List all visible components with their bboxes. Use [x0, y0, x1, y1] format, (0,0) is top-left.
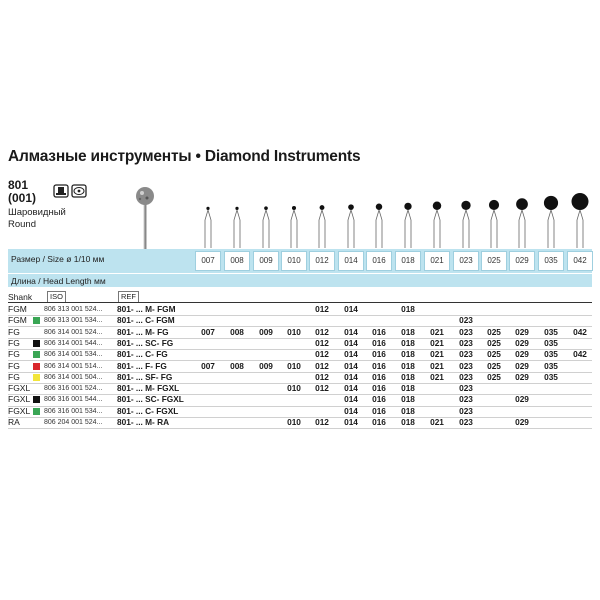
shank-cell: FGXL [8, 405, 31, 416]
size-value-cell: 021 [430, 337, 444, 348]
shank-cell: FGM [8, 304, 27, 314]
size-value-cell: 023 [459, 405, 473, 416]
page-title: Алмазные инструменты • Diamond Instruments [8, 148, 361, 165]
size-value-cell: 016 [372, 337, 386, 348]
size-value-cell: 016 [372, 349, 386, 360]
bur-icon [254, 184, 278, 248]
size-value-cell: 042 [573, 349, 587, 360]
bur-icon [510, 184, 534, 248]
product-name [8, 207, 66, 231]
speed-icon [71, 184, 87, 203]
size-value-cell: 023 [459, 371, 473, 382]
size-value-cell: 014 [344, 394, 358, 405]
size-value-cell: 012 [315, 337, 329, 348]
size-value-cell: 009 [259, 360, 273, 371]
size-value-cell: 010 [287, 383, 301, 394]
shank-cell: FG [8, 349, 20, 360]
size-value-cell: 018 [401, 405, 415, 416]
product-code-alt: (001) [8, 191, 37, 205]
bur-icon [568, 184, 592, 248]
size-value-cell: 014 [344, 304, 358, 314]
size-value-cell: 018 [401, 349, 415, 360]
size-box: 012 [309, 251, 335, 271]
article-cell: 801- ... C- FGXL [117, 405, 179, 416]
iso-header: ISO [47, 291, 66, 303]
size-value-cell: 023 [459, 326, 473, 337]
size-value-cell: 007 [201, 326, 215, 337]
size-value-cell: 023 [459, 349, 473, 360]
size-box: 009 [253, 251, 279, 271]
size-value-cell: 008 [230, 360, 244, 371]
size-box: 035 [538, 251, 564, 271]
ref-cell: 806 313 001 534... [44, 317, 103, 325]
size-box: 010 [281, 251, 307, 271]
bur-icon [425, 184, 449, 248]
shank-cell: FG [8, 337, 20, 348]
size-value-cell: 014 [344, 371, 358, 382]
size-value-cell: 012 [315, 360, 329, 371]
article-cell: 801- ... F- FG [117, 360, 167, 371]
size-value-cell: 042 [573, 326, 587, 337]
size-value-cell: 018 [401, 360, 415, 371]
ref-cell: 806 314 001 544... [44, 339, 103, 347]
article-cell: 801- ... SC- FG [117, 337, 174, 348]
size-value-cell: 012 [315, 349, 329, 360]
head-length-label: Длина / Head Length мм [11, 276, 106, 286]
size-value-cell: 025 [487, 326, 501, 337]
size-value-cell: 016 [372, 360, 386, 371]
grit-color-marker [33, 340, 40, 347]
table-row [8, 417, 592, 429]
size-value-cell: 016 [372, 383, 386, 394]
size-value-cell: 029 [515, 349, 529, 360]
ref-cell: 806 314 001 504... [44, 373, 103, 381]
ref-cell: 806 314 001 534... [44, 351, 103, 359]
size-value-cell: 014 [344, 349, 358, 360]
size-box: 016 [366, 251, 392, 271]
size-value-cell: 016 [372, 326, 386, 337]
size-value-cell: 016 [372, 371, 386, 382]
shank-cell: FG [8, 360, 20, 371]
bur-icon [310, 184, 334, 248]
shank-cell: FGXL [8, 383, 31, 394]
size-value-cell: 014 [344, 326, 358, 337]
size-value-cell: 010 [287, 360, 301, 371]
article-cell: 801- ... M- FGM [117, 304, 176, 314]
size-value-cell: 029 [515, 360, 529, 371]
size-value-cell: 018 [401, 304, 415, 314]
size-box: 021 [424, 251, 450, 271]
shank-type-icon [53, 184, 69, 203]
size-value-cell: 023 [459, 360, 473, 371]
size-value-cell: 014 [344, 337, 358, 348]
size-value-cell: 029 [515, 326, 529, 337]
size-value-cell: 035 [544, 349, 558, 360]
size-box: 008 [224, 251, 250, 271]
size-value-cell: 035 [544, 360, 558, 371]
ref-header: REF [118, 291, 139, 303]
size-value-cell: 029 [515, 371, 529, 382]
ref-cell: 806 316 001 524... [44, 385, 103, 393]
product-code-main: 801 [8, 178, 29, 192]
size-value-cell: 025 [487, 371, 501, 382]
size-value-cell: 035 [544, 371, 558, 382]
shank-cell: RA [8, 417, 20, 427]
size-value-cell: 010 [287, 326, 301, 337]
size-value-cell: 025 [487, 360, 501, 371]
ref-cell: 806 316 001 534... [44, 407, 103, 415]
size-box: 018 [395, 251, 421, 271]
grit-color-marker [33, 396, 40, 403]
size-box: 025 [481, 251, 507, 271]
size-value-cell: 016 [372, 405, 386, 416]
size-value-cell: 029 [515, 394, 529, 405]
shank-cell: FG [8, 326, 20, 337]
size-value-cell: 029 [515, 417, 529, 427]
bur-icon [454, 184, 478, 248]
size-value-cell: 018 [401, 337, 415, 348]
size-value-cell: 029 [515, 337, 529, 348]
grit-color-marker [33, 351, 40, 358]
size-value-cell: 025 [487, 349, 501, 360]
size-value-cell: 012 [315, 371, 329, 382]
product-name-ru: Шаровидный [8, 207, 66, 218]
size-box: 029 [509, 251, 535, 271]
size-value-cell: 023 [459, 315, 473, 326]
size-value-cell: 021 [430, 349, 444, 360]
shank-cell: FG [8, 371, 20, 382]
size-value-cell: 018 [401, 326, 415, 337]
size-value-cell: 016 [372, 394, 386, 405]
size-value-cell: 008 [230, 326, 244, 337]
size-value-cell: 012 [315, 417, 329, 427]
bur-icon [282, 184, 306, 248]
size-value-cell: 035 [544, 326, 558, 337]
size-value-cell: 023 [459, 417, 473, 427]
bur-icon [539, 184, 563, 248]
article-cell: 801- ... M- RA [117, 417, 170, 427]
product-name-en: Round [8, 219, 36, 230]
article-cell: 801- ... C- FG [117, 349, 168, 360]
article-cell: 801- ... SF- FG [117, 371, 173, 382]
article-cell: 801- ... C- FGM [117, 315, 175, 326]
size-value-cell: 035 [544, 337, 558, 348]
bur-icon [367, 184, 391, 248]
shank-cell: FGM [8, 315, 27, 326]
bur-icon [196, 184, 220, 248]
size-label: Размер / Size ø 1/10 мм [11, 254, 105, 264]
product-code [8, 179, 36, 205]
article-cell: 801- ... M- FGXL [117, 383, 180, 394]
size-value-cell: 007 [201, 360, 215, 371]
size-box: 042 [567, 251, 593, 271]
size-value-cell: 018 [401, 417, 415, 427]
size-value-cell: 021 [430, 417, 444, 427]
grit-color-marker [33, 408, 40, 415]
size-value-cell: 021 [430, 326, 444, 337]
size-value-cell: 012 [315, 326, 329, 337]
ref-cell: 806 314 001 514... [44, 362, 103, 370]
size-value-cell: 023 [459, 383, 473, 394]
size-value-cell: 018 [401, 394, 415, 405]
size-box: 014 [338, 251, 364, 271]
size-value-cell: 010 [287, 417, 301, 427]
bur-icon [482, 184, 506, 248]
grit-color-marker [33, 363, 40, 370]
size-value-cell: 016 [372, 417, 386, 427]
size-value-cell: 012 [315, 383, 329, 394]
grit-color-marker [33, 374, 40, 381]
header-rule [8, 302, 592, 303]
article-cell: 801- ... M- FG [117, 326, 169, 337]
size-value-cell: 014 [344, 360, 358, 371]
size-value-cell: 021 [430, 371, 444, 382]
grit-color-marker [33, 317, 40, 324]
size-value-cell: 023 [459, 394, 473, 405]
size-value-cell: 021 [430, 360, 444, 371]
shank-header: Shank [8, 292, 33, 302]
size-box: 023 [453, 251, 479, 271]
ref-cell: 806 316 001 544... [44, 396, 103, 404]
size-value-cell: 018 [401, 371, 415, 382]
size-value-cell: 014 [344, 383, 358, 394]
bur-icon [396, 184, 420, 248]
size-value-cell: 014 [344, 417, 358, 427]
size-value-cell: 018 [401, 383, 415, 394]
size-value-cell: 009 [259, 326, 273, 337]
article-cell: 801- ... SC- FGXL [117, 394, 184, 405]
bur-icon [339, 184, 363, 248]
size-box: 007 [195, 251, 221, 271]
ref-cell: 806 314 001 524... [44, 328, 103, 336]
bur-icon [225, 184, 249, 248]
size-value-cell: 023 [459, 337, 473, 348]
size-value-cell: 025 [487, 337, 501, 348]
ref-cell: 806 313 001 524... [44, 306, 103, 313]
shank-cell: FGXL [8, 394, 31, 405]
size-value-cell: 012 [315, 304, 329, 314]
size-value-cell: 014 [344, 405, 358, 416]
ref-cell: 806 204 001 524... [44, 419, 103, 426]
